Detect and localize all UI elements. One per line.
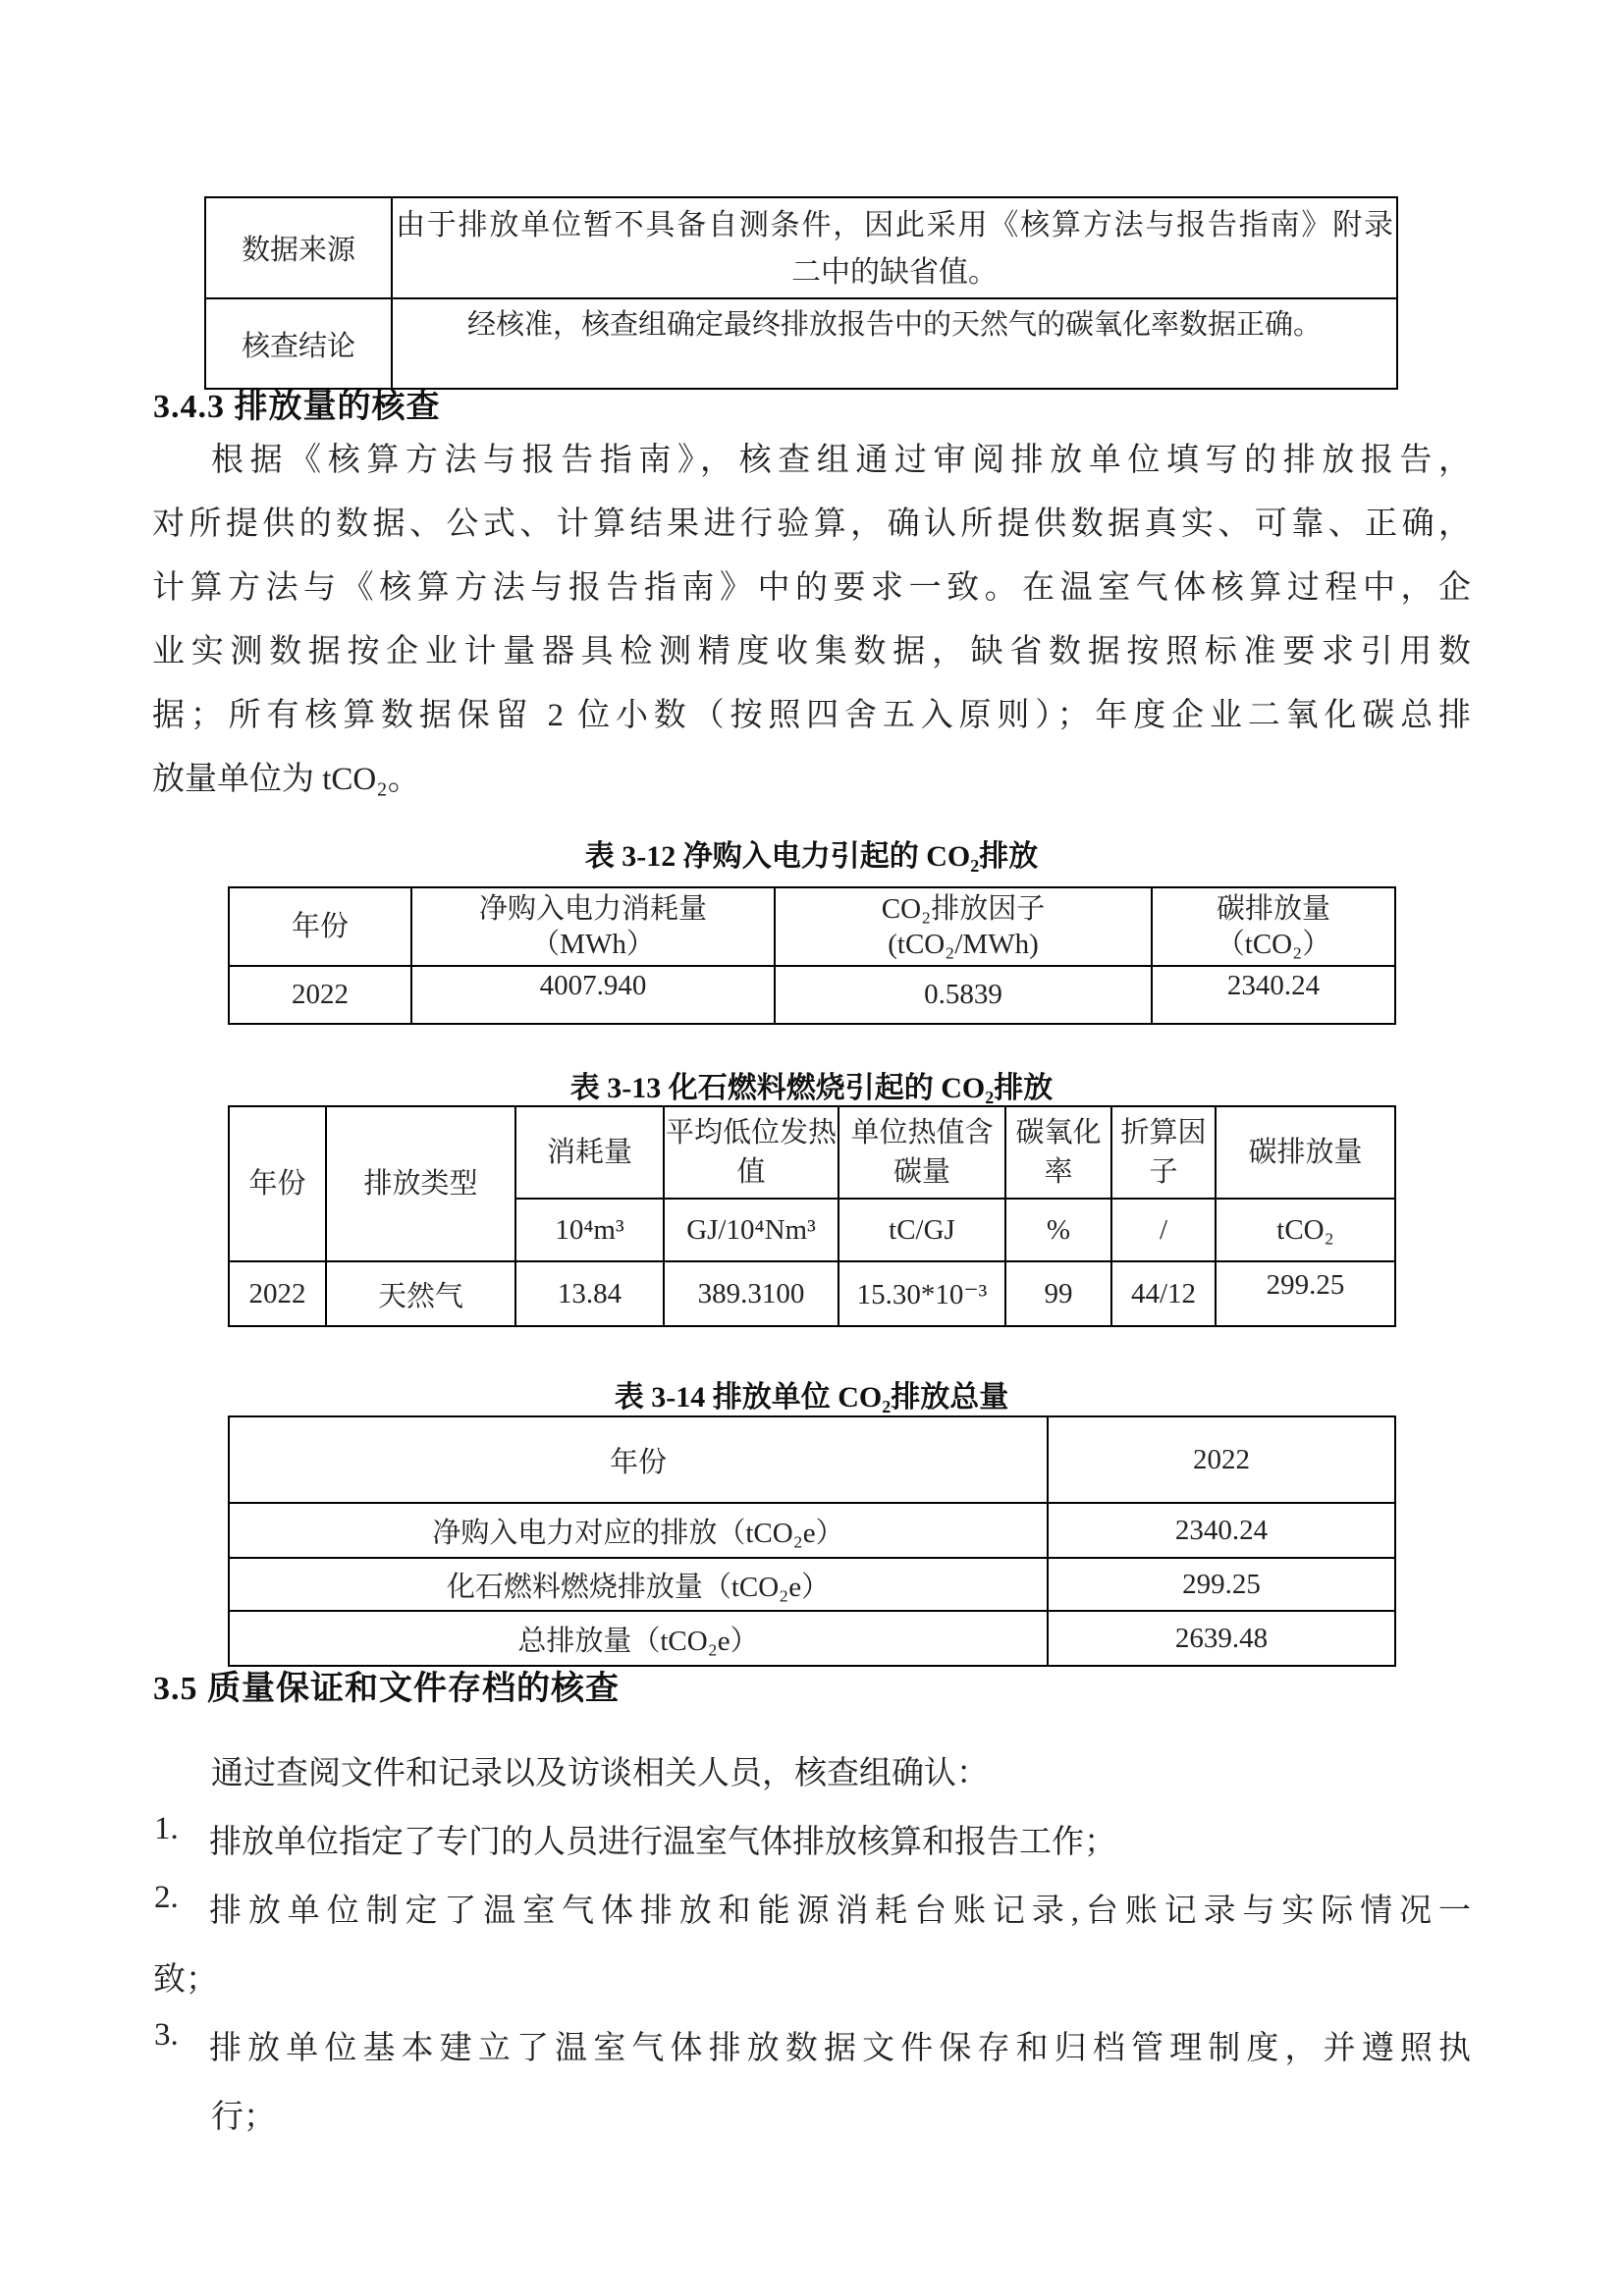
row-label-electricity: 净购入电力对应的排放（tCO₂e）	[229, 1503, 1048, 1558]
cell-type: 天然气	[326, 1261, 515, 1326]
cell-carbon: 15.30*10⁻³	[839, 1261, 1005, 1326]
conclusion-value: 经核准，核查组确定最终排放报告中的天然气的碳氧化率数据正确。	[392, 298, 1397, 389]
cell-consumption: 13.84	[515, 1261, 664, 1326]
paragraph-line: 据；所有核算数据保留 2 位小数（按照四舍五入原则）；年度企业二氧化碳总排	[152, 698, 1471, 733]
table-row	[205, 197, 1397, 298]
paragraph-line: 对所提供的数据、公式、计算结果进行验算，确认所提供数据真实、可靠、正确，	[152, 507, 1471, 542]
table-row	[229, 1611, 1395, 1666]
list-item-2-number: 2.	[154, 1880, 179, 1915]
table-data-row	[229, 966, 1395, 1024]
unit-oxidation: %	[1005, 1199, 1111, 1261]
col-header-ncv: 平均低位发热值	[664, 1106, 839, 1199]
cell-value: 299.25	[1266, 1268, 1345, 1301]
unit-conversion: /	[1111, 1199, 1216, 1261]
list-item-3-continuation: 行；	[211, 2100, 276, 2135]
paragraph-line: 放量单位为 tCO₂。	[152, 762, 420, 797]
cell-factor: 0.5839	[775, 966, 1152, 1024]
unit-carbon: tC/GJ	[839, 1199, 1005, 1261]
cell-year: 2022	[229, 966, 411, 1024]
col-header-line: （MWh）	[531, 929, 655, 960]
col-header-line: CO₂排放因子	[881, 893, 1046, 925]
list-item-1-text: 排放单位指定了专门的人员进行温室气体排放核算和报告工作；	[209, 1825, 1116, 1860]
cell-value: 4007.940	[539, 970, 647, 1001]
list-item-3-text: 排放单位基本建立了温室气体排放数据文件保存和归档管理制度，并遵照执	[209, 2031, 1471, 2066]
table-314-total-emission	[228, 1415, 1396, 1667]
cell-emission	[1152, 966, 1395, 1024]
unit-consumption: 10⁴m³	[515, 1199, 664, 1261]
data-source-conclusion-table	[204, 196, 1398, 390]
col-header-line: （tCO₂）	[1216, 929, 1331, 960]
col-header-oxidation: 碳氧化率	[1005, 1106, 1111, 1199]
section-heading-35: 3.5 质量保证和文件存档的核查	[153, 1671, 620, 1707]
cell-oxidation: 99	[1005, 1261, 1111, 1326]
paragraph-line: 业实测数据按企业计量器具检测精度收集数据，缺省数据按照标准要求引用数	[152, 634, 1471, 669]
table-row	[229, 1558, 1395, 1611]
col-header-factor	[775, 887, 1152, 966]
row-label-fuel: 化石燃料燃烧排放量（tCO₂e）	[229, 1558, 1048, 1611]
col-header-line: (tCO₂/MWh)	[888, 929, 1039, 960]
table-header-row	[229, 1416, 1395, 1503]
data-source-label: 数据来源	[205, 197, 392, 298]
row-label-total: 总排放量（tCO₂e）	[229, 1611, 1048, 1666]
section-heading-343: 3.4.3 排放量的核查	[153, 389, 441, 425]
cell-year-value: 2022	[1048, 1416, 1395, 1503]
cell-fuel-value: 299.25	[1048, 1558, 1395, 1611]
data-source-value	[392, 197, 1397, 298]
paragraph-line: 计算方法与《核算方法与报告指南》中的要求一致。在温室气体核算过程中，企	[152, 570, 1471, 606]
unit-emission: tCO₂	[1216, 1199, 1395, 1261]
paragraph-line: 根据《核算方法与报告指南》，核查组通过审阅排放单位填写的排放报告，	[211, 443, 1471, 478]
table-313-fuel-emission	[228, 1105, 1396, 1327]
col-header-carbon: 单位热值含碳量	[839, 1106, 1005, 1199]
col-header-emission	[1152, 887, 1395, 966]
cell-value: 2340.24	[1226, 970, 1321, 1001]
list-item-3-number: 3.	[154, 2017, 179, 2053]
cell-electricity-value: 2340.24	[1048, 1503, 1395, 1558]
col-header-year: 年份	[229, 887, 411, 966]
table-row	[205, 298, 1397, 389]
list-item-2-continuation: 致；	[153, 1962, 218, 1998]
col-header-type: 排放类型	[326, 1106, 515, 1261]
row-label-year: 年份	[229, 1416, 1048, 1503]
table-header-row	[229, 1106, 1395, 1199]
cell-total-value: 2639.48	[1048, 1611, 1395, 1666]
cell-power	[411, 966, 775, 1024]
col-header-year: 年份	[229, 1106, 326, 1261]
cell-ncv: 389.3100	[664, 1261, 839, 1326]
conclusion-label: 核查结论	[205, 298, 392, 389]
col-header-emission: 碳排放量	[1216, 1106, 1395, 1199]
section-343-paragraph	[152, 429, 1471, 812]
data-source-line1: 由于排放单位暂不具备自测条件，因此采用《核算方法与报告指南》附录	[396, 209, 1393, 241]
table-312-electricity-emission	[228, 886, 1396, 1025]
col-header-power	[411, 887, 775, 966]
table-row	[229, 1503, 1395, 1558]
col-header-line: 碳排放量	[1216, 893, 1330, 925]
col-header-conversion: 折算因子	[1111, 1106, 1216, 1199]
cell-conversion: 44/12	[1111, 1261, 1216, 1326]
table-data-row	[229, 1261, 1395, 1326]
table-314-caption: 表 3-14 排放单位 CO₂排放总量	[614, 1381, 1009, 1414]
list-item-2-text: 排放单位制定了温室气体排放和能源消耗台账记录,台账记录与实际情况一	[209, 1894, 1471, 1929]
data-source-line2: 二中的缺省值。	[791, 256, 998, 289]
cell-emission	[1216, 1261, 1395, 1326]
cell-year: 2022	[229, 1261, 326, 1326]
table-312-caption: 表 3-12 净购入电力引起的 CO₂排放	[584, 840, 1039, 873]
unit-ncv: GJ/10⁴Nm³	[664, 1199, 839, 1261]
col-header-consumption: 消耗量	[515, 1106, 664, 1199]
list-item-1-number: 1.	[154, 1811, 179, 1846]
section-35-intro: 通过查阅文件和记录以及访谈相关人员，核查组确认：	[211, 1756, 989, 1791]
col-header-line: 净购入电力消耗量	[478, 893, 707, 925]
table-313-caption: 表 3-13 化石燃料燃烧引起的 CO₂排放	[569, 1072, 1054, 1104]
table-header-row	[229, 887, 1395, 966]
